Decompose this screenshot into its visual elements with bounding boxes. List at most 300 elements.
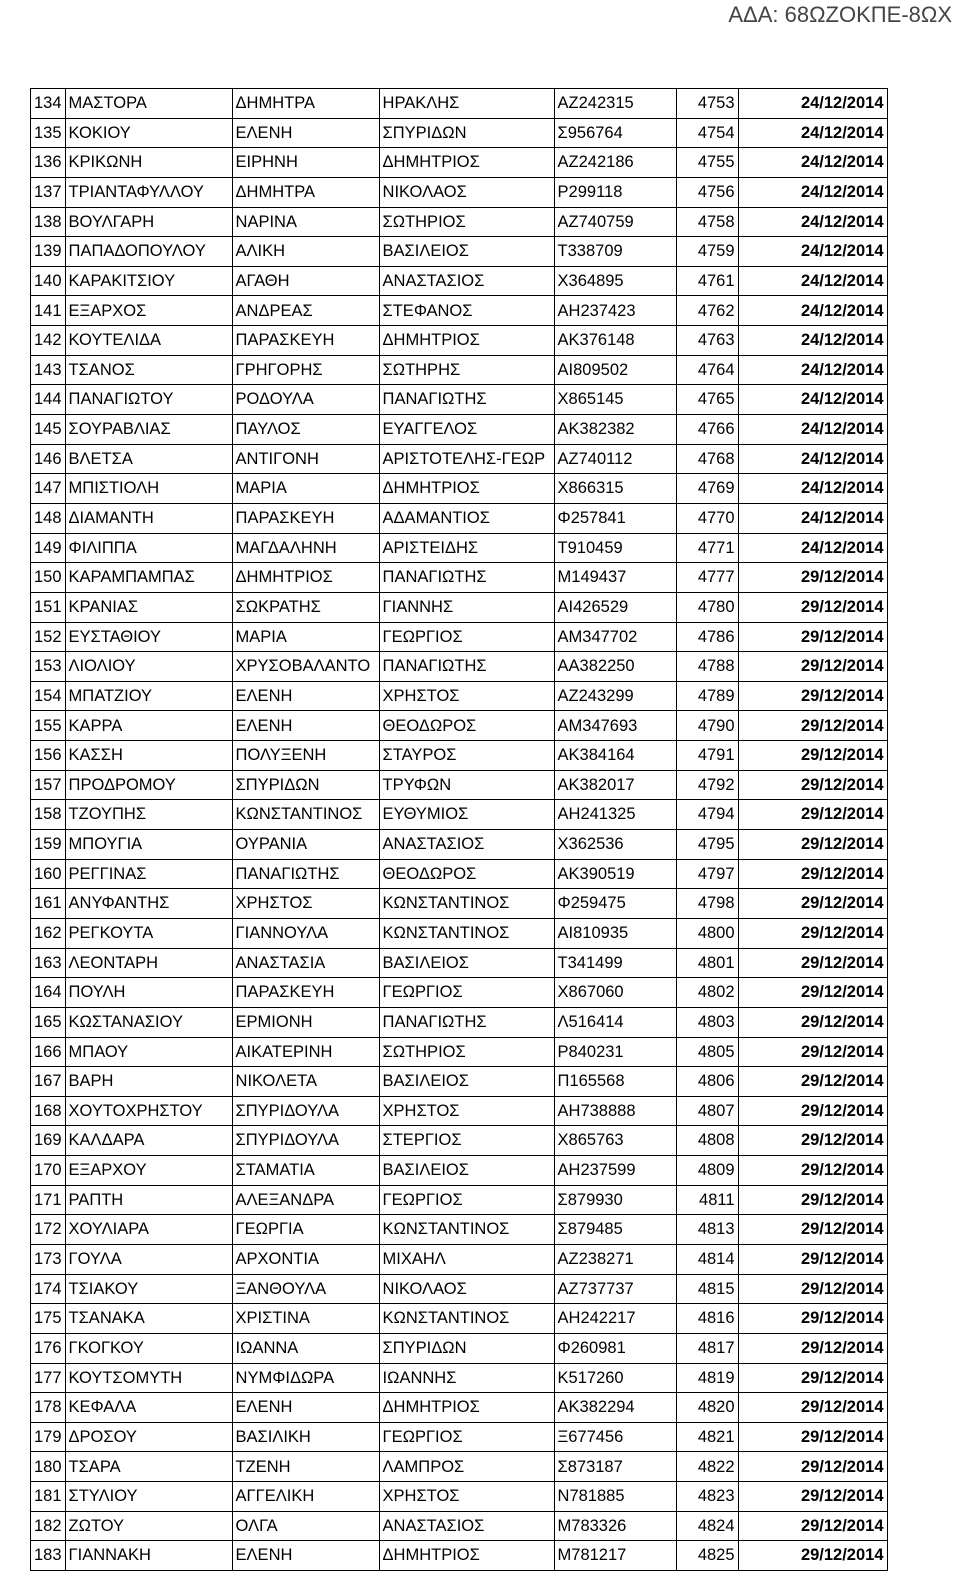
row-number-cell: 145	[31, 415, 66, 445]
date-cell: 29/12/2014	[738, 563, 887, 593]
table-row	[31, 296, 888, 326]
surname-cell: ΠΡΟΔΡΟΜΟΥ	[65, 770, 232, 800]
id-number-cell: ΑΜ347702	[554, 622, 676, 652]
id-number-cell: ΑΗ738888	[554, 1096, 676, 1126]
father-name-cell: ΔΗΜΗΤΡΙΟΣ	[379, 1541, 554, 1571]
date-cell: 29/12/2014	[738, 889, 887, 919]
father-name-cell: ΓΙΑΝΝΗΣ	[379, 592, 554, 622]
surname-cell: ΣΤΥΛΙΟΥ	[65, 1482, 232, 1512]
table-row	[31, 89, 888, 119]
first-name-cell: ΔΗΜΗΤΡΑ	[232, 89, 379, 119]
protocol-number-cell: 4797	[676, 859, 738, 889]
surname-cell: ΓΚΟΓΚΟΥ	[65, 1333, 232, 1363]
first-name-cell: ΑΙΚΑΤΕΡΙΝΗ	[232, 1037, 379, 1067]
date-cell: 29/12/2014	[738, 859, 887, 889]
surname-cell: ΚΡΙΚΩΝΗ	[65, 148, 232, 178]
date-cell: 29/12/2014	[738, 1067, 887, 1097]
id-number-cell: ΑΙ810935	[554, 918, 676, 948]
first-name-cell: ΑΛΙΚΗ	[232, 237, 379, 267]
surname-cell: ΕΞΑΡΧΟΥ	[65, 1156, 232, 1186]
father-name-cell: ΒΑΣΙΛΕΙΟΣ	[379, 1156, 554, 1186]
row-number-cell: 135	[31, 118, 66, 148]
surname-cell: ΚΡΑΝΙΑΣ	[65, 592, 232, 622]
table-row	[31, 148, 888, 178]
date-cell: 24/12/2014	[738, 385, 887, 415]
table-row	[31, 592, 888, 622]
table-row	[31, 681, 888, 711]
father-name-cell: ΔΗΜΗΤΡΙΟΣ	[379, 148, 554, 178]
surname-cell: ΚΑΡΑΚΙΤΣΙΟΥ	[65, 266, 232, 296]
protocol-number-cell: 4758	[676, 207, 738, 237]
table-row	[31, 474, 888, 504]
father-name-cell: ΙΩΑΝΝΗΣ	[379, 1363, 554, 1393]
id-number-cell: Φ257841	[554, 503, 676, 533]
date-cell: 24/12/2014	[738, 89, 887, 119]
table-row	[31, 326, 888, 356]
protocol-number-cell: 4754	[676, 118, 738, 148]
row-number-cell: 148	[31, 503, 66, 533]
id-number-cell: ΑΖ242186	[554, 148, 676, 178]
row-number-cell: 153	[31, 652, 66, 682]
date-cell: 29/12/2014	[738, 800, 887, 830]
surname-cell: ΤΡΙΑΝΤΑΦΥΛΛΟΥ	[65, 177, 232, 207]
first-name-cell: ΤΖΕΝΗ	[232, 1452, 379, 1482]
row-number-cell: 163	[31, 948, 66, 978]
table-row	[31, 800, 888, 830]
id-number-cell: Σ879485	[554, 1215, 676, 1245]
surname-cell: ΚΑΡΑΜΠΑΜΠΑΣ	[65, 563, 232, 593]
date-cell: 29/12/2014	[738, 1511, 887, 1541]
father-name-cell: ΑΡΙΣΤΕΙΔΗΣ	[379, 533, 554, 563]
first-name-cell: ΜΑΡΙΑ	[232, 474, 379, 504]
father-name-cell: ΤΡΥΦΩΝ	[379, 770, 554, 800]
surname-cell: ΜΑΣΤΟΡΑ	[65, 89, 232, 119]
id-number-cell: Φ259475	[554, 889, 676, 919]
first-name-cell: ΕΛΕΝΗ	[232, 711, 379, 741]
table-row	[31, 741, 888, 771]
id-number-cell: Ρ299118	[554, 177, 676, 207]
father-name-cell: ΠΑΝΑΓΙΩΤΗΣ	[379, 563, 554, 593]
table-row	[31, 355, 888, 385]
father-name-cell: ΝΙΚΟΛΑΟΣ	[379, 1274, 554, 1304]
date-cell: 29/12/2014	[738, 948, 887, 978]
father-name-cell: ΓΕΩΡΓΙΟΣ	[379, 1185, 554, 1215]
id-number-cell: ΑΙ426529	[554, 592, 676, 622]
id-number-cell: Χ865145	[554, 385, 676, 415]
first-name-cell: ΠΑΡΑΣΚΕΥΗ	[232, 978, 379, 1008]
table-row	[31, 563, 888, 593]
id-number-cell: Σ956764	[554, 118, 676, 148]
id-number-cell: ΑΗ241325	[554, 800, 676, 830]
table-row	[31, 1511, 888, 1541]
date-cell: 29/12/2014	[738, 1215, 887, 1245]
date-cell: 29/12/2014	[738, 1363, 887, 1393]
father-name-cell: ΓΕΩΡΓΙΟΣ	[379, 1422, 554, 1452]
surname-cell: ΤΣΙΑΚΟΥ	[65, 1274, 232, 1304]
first-name-cell: ΒΑΣΙΛΙΚΗ	[232, 1422, 379, 1452]
row-number-cell: 175	[31, 1304, 66, 1334]
surname-cell: ΓΙΑΝΝΑΚΗ	[65, 1541, 232, 1571]
registry-table	[30, 88, 888, 1571]
surname-cell: ΡΑΠΤΗ	[65, 1185, 232, 1215]
surname-cell: ΕΞΑΡΧΟΣ	[65, 296, 232, 326]
row-number-cell: 166	[31, 1037, 66, 1067]
date-cell: 29/12/2014	[738, 770, 887, 800]
father-name-cell: ΔΗΜΗΤΡΙΟΣ	[379, 474, 554, 504]
protocol-number-cell: 4753	[676, 89, 738, 119]
protocol-number-cell: 4821	[676, 1422, 738, 1452]
row-number-cell: 165	[31, 1007, 66, 1037]
father-name-cell: ΚΩΝΣΤΑΝΤΙΝΟΣ	[379, 1215, 554, 1245]
surname-cell: ΖΩΤΟΥ	[65, 1511, 232, 1541]
date-cell: 24/12/2014	[738, 415, 887, 445]
table-row	[31, 1185, 888, 1215]
protocol-number-cell: 4756	[676, 177, 738, 207]
id-number-cell: ΑΙ809502	[554, 355, 676, 385]
table-row	[31, 1452, 888, 1482]
id-number-cell: ΑΚ390519	[554, 859, 676, 889]
first-name-cell: ΑΓΑΘΗ	[232, 266, 379, 296]
id-number-cell: Λ516414	[554, 1007, 676, 1037]
first-name-cell: ΓΕΩΡΓΙΑ	[232, 1215, 379, 1245]
row-number-cell: 173	[31, 1244, 66, 1274]
father-name-cell: ΣΤΕΡΓΙΟΣ	[379, 1126, 554, 1156]
father-name-cell: ΠΑΝΑΓΙΩΤΗΣ	[379, 652, 554, 682]
protocol-number-cell: 4780	[676, 592, 738, 622]
first-name-cell: ΜΑΓΔΑΛΗΝΗ	[232, 533, 379, 563]
first-name-cell: ΑΝΑΣΤΑΣΙΑ	[232, 948, 379, 978]
protocol-number-cell: 4788	[676, 652, 738, 682]
date-cell: 29/12/2014	[738, 1274, 887, 1304]
id-number-cell: ΑΖ740759	[554, 207, 676, 237]
row-number-cell: 158	[31, 800, 66, 830]
protocol-number-cell: 4770	[676, 503, 738, 533]
protocol-number-cell: 4824	[676, 1511, 738, 1541]
row-number-cell: 170	[31, 1156, 66, 1186]
first-name-cell: ΟΥΡΑΝΙΑ	[232, 830, 379, 860]
protocol-number-cell: 4765	[676, 385, 738, 415]
surname-cell: ΚΩΣΤΑΝΑΣΙΟΥ	[65, 1007, 232, 1037]
row-number-cell: 181	[31, 1482, 66, 1512]
first-name-cell: ΟΛΓΑ	[232, 1511, 379, 1541]
row-number-cell: 160	[31, 859, 66, 889]
surname-cell: ΤΖΟΥΠΗΣ	[65, 800, 232, 830]
protocol-number-cell: 4808	[676, 1126, 738, 1156]
table-row	[31, 918, 888, 948]
father-name-cell: ΣΩΤΗΡΙΟΣ	[379, 207, 554, 237]
first-name-cell: ΠΑΡΑΣΚΕΥΗ	[232, 326, 379, 356]
father-name-cell: ΓΕΩΡΓΙΟΣ	[379, 622, 554, 652]
table-row	[31, 1422, 888, 1452]
date-cell: 29/12/2014	[738, 652, 887, 682]
surname-cell: ΡΕΓΚΟΥΤΑ	[65, 918, 232, 948]
father-name-cell: ΘΕΟΔΩΡΟΣ	[379, 711, 554, 741]
first-name-cell: ΧΡΙΣΤΙΝΑ	[232, 1304, 379, 1334]
surname-cell: ΦΙΛΙΠΠΑ	[65, 533, 232, 563]
father-name-cell: ΒΑΣΙΛΕΙΟΣ	[379, 1067, 554, 1097]
father-name-cell: ΗΡΑΚΛΗΣ	[379, 89, 554, 119]
father-name-cell: ΔΗΜΗΤΡΙΟΣ	[379, 1393, 554, 1423]
id-number-cell: Σ879930	[554, 1185, 676, 1215]
date-cell: 24/12/2014	[738, 326, 887, 356]
protocol-number-cell: 4761	[676, 266, 738, 296]
id-number-cell: ΑΖ737737	[554, 1274, 676, 1304]
protocol-number-cell: 4762	[676, 296, 738, 326]
id-number-cell: ΑΖ243299	[554, 681, 676, 711]
protocol-number-cell: 4798	[676, 889, 738, 919]
protocol-number-cell: 4815	[676, 1274, 738, 1304]
row-number-cell: 156	[31, 741, 66, 771]
surname-cell: ΜΠΑΟΥ	[65, 1037, 232, 1067]
protocol-number-cell: 4769	[676, 474, 738, 504]
date-cell: 29/12/2014	[738, 1126, 887, 1156]
row-number-cell: 139	[31, 237, 66, 267]
first-name-cell: ΡΟΔΟΥΛΑ	[232, 385, 379, 415]
surname-cell: ΠΑΠΑΔΟΠΟΥΛΟΥ	[65, 237, 232, 267]
table-row	[31, 859, 888, 889]
id-number-cell: ΑΗ242217	[554, 1304, 676, 1334]
protocol-number-cell: 4806	[676, 1067, 738, 1097]
surname-cell: ΜΠΟΥΓΙΑ	[65, 830, 232, 860]
first-name-cell: ΑΡΧΟΝΤΙΑ	[232, 1244, 379, 1274]
first-name-cell: ΕΛΕΝΗ	[232, 681, 379, 711]
table-row	[31, 1333, 888, 1363]
table-row	[31, 266, 888, 296]
father-name-cell: ΛΑΜΠΡΟΣ	[379, 1452, 554, 1482]
first-name-cell: ΕΛΕΝΗ	[232, 1393, 379, 1423]
table-row	[31, 978, 888, 1008]
protocol-number-cell: 4817	[676, 1333, 738, 1363]
father-name-cell: ΚΩΝΣΤΑΝΤΙΝΟΣ	[379, 918, 554, 948]
surname-cell: ΔΡΟΣΟΥ	[65, 1422, 232, 1452]
surname-cell: ΧΟΥΛΙΑΡΑ	[65, 1215, 232, 1245]
surname-cell: ΜΠΑΤΖΙΟΥ	[65, 681, 232, 711]
first-name-cell: ΣΩΚΡΑΤΗΣ	[232, 592, 379, 622]
id-number-cell: Ν781885	[554, 1482, 676, 1512]
father-name-cell: ΧΡΗΣΤΟΣ	[379, 1096, 554, 1126]
table-row	[31, 118, 888, 148]
date-cell: 29/12/2014	[738, 1333, 887, 1363]
protocol-number-cell: 4792	[676, 770, 738, 800]
table-row	[31, 177, 888, 207]
date-cell: 29/12/2014	[738, 1393, 887, 1423]
row-number-cell: 151	[31, 592, 66, 622]
father-name-cell: ΣΩΤΗΡΗΣ	[379, 355, 554, 385]
id-number-cell: ΑΚ382382	[554, 415, 676, 445]
row-number-cell: 180	[31, 1452, 66, 1482]
father-name-cell: ΠΑΝΑΓΙΩΤΗΣ	[379, 1007, 554, 1037]
first-name-cell: ΠΑΥΛΟΣ	[232, 415, 379, 445]
date-cell: 29/12/2014	[738, 1007, 887, 1037]
row-number-cell: 178	[31, 1393, 66, 1423]
id-number-cell: Μ149437	[554, 563, 676, 593]
row-number-cell: 155	[31, 711, 66, 741]
father-name-cell: ΝΙΚΟΛΑΟΣ	[379, 177, 554, 207]
surname-cell: ΜΠΙΣΤΙΟΛΗ	[65, 474, 232, 504]
row-number-cell: 154	[31, 681, 66, 711]
row-number-cell: 159	[31, 830, 66, 860]
protocol-number-cell: 4811	[676, 1185, 738, 1215]
table-row	[31, 444, 888, 474]
father-name-cell: ΣΤΑΥΡΟΣ	[379, 741, 554, 771]
surname-cell: ΔΙΑΜΑΝΤΗ	[65, 503, 232, 533]
table-row	[31, 415, 888, 445]
row-number-cell: 168	[31, 1096, 66, 1126]
id-number-cell: ΑΗ237599	[554, 1156, 676, 1186]
table-row	[31, 1274, 888, 1304]
id-number-cell: ΑΖ238271	[554, 1244, 676, 1274]
row-number-cell: 134	[31, 89, 66, 119]
protocol-number-cell: 4800	[676, 918, 738, 948]
protocol-number-cell: 4795	[676, 830, 738, 860]
id-number-cell: Χ865763	[554, 1126, 676, 1156]
date-cell: 29/12/2014	[738, 1452, 887, 1482]
father-name-cell: ΚΩΝΣΤΑΝΤΙΝΟΣ	[379, 889, 554, 919]
row-number-cell: 172	[31, 1215, 66, 1245]
surname-cell: ΚΑΛΔΑΡΑ	[65, 1126, 232, 1156]
id-number-cell: Χ867060	[554, 978, 676, 1008]
ada-code: ΑΔΑ: 68ΩΖΟΚΠΕ-8ΩΧ	[728, 2, 952, 27]
row-number-cell: 167	[31, 1067, 66, 1097]
father-name-cell: ΣΠΥΡΙΔΩΝ	[379, 118, 554, 148]
father-name-cell: ΚΩΝΣΤΑΝΤΙΝΟΣ	[379, 1304, 554, 1334]
id-number-cell: Χ364895	[554, 266, 676, 296]
father-name-cell: ΑΝΑΣΤΑΣΙΟΣ	[379, 830, 554, 860]
table-row	[31, 1541, 888, 1571]
protocol-number-cell: 4777	[676, 563, 738, 593]
date-cell: 29/12/2014	[738, 592, 887, 622]
father-name-cell: ΣΠΥΡΙΔΩΝ	[379, 1333, 554, 1363]
father-name-cell: ΕΥΑΓΓΕΛΟΣ	[379, 415, 554, 445]
date-cell: 24/12/2014	[738, 474, 887, 504]
row-number-cell: 171	[31, 1185, 66, 1215]
father-name-cell: ΣΩΤΗΡΙΟΣ	[379, 1037, 554, 1067]
row-number-cell: 152	[31, 622, 66, 652]
father-name-cell: ΧΡΗΣΤΟΣ	[379, 681, 554, 711]
father-name-cell: ΑΝΑΣΤΑΣΙΟΣ	[379, 266, 554, 296]
id-number-cell: Ρ840231	[554, 1037, 676, 1067]
row-number-cell: 182	[31, 1511, 66, 1541]
row-number-cell: 144	[31, 385, 66, 415]
id-number-cell: ΑΚ384164	[554, 741, 676, 771]
protocol-number-cell: 4825	[676, 1541, 738, 1571]
row-number-cell: 149	[31, 533, 66, 563]
row-number-cell: 150	[31, 563, 66, 593]
id-number-cell: ΑΖ242315	[554, 89, 676, 119]
surname-cell: ΚΟΥΤΕΛΙΔΑ	[65, 326, 232, 356]
table-row	[31, 652, 888, 682]
first-name-cell: ΣΠΥΡΙΔΟΥΛΑ	[232, 1126, 379, 1156]
date-cell: 29/12/2014	[738, 1422, 887, 1452]
surname-cell: ΛΙΟΛΙΟΥ	[65, 652, 232, 682]
protocol-number-cell: 4805	[676, 1037, 738, 1067]
row-number-cell: 176	[31, 1333, 66, 1363]
id-number-cell: Χ362536	[554, 830, 676, 860]
first-name-cell: ΜΑΡΙΑ	[232, 622, 379, 652]
id-number-cell: Χ866315	[554, 474, 676, 504]
table-row	[31, 1037, 888, 1067]
first-name-cell: ΞΑΝΘΟΥΛΑ	[232, 1274, 379, 1304]
table-row	[31, 1393, 888, 1423]
row-number-cell: 146	[31, 444, 66, 474]
protocol-number-cell: 4803	[676, 1007, 738, 1037]
surname-cell: ΤΣΑΝΑΚΑ	[65, 1304, 232, 1334]
date-cell: 24/12/2014	[738, 207, 887, 237]
surname-cell: ΚΟΚΙΟΥ	[65, 118, 232, 148]
id-number-cell: ΑΑ382250	[554, 652, 676, 682]
surname-cell: ΧΟΥΤΟΧΡΗΣΤΟΥ	[65, 1096, 232, 1126]
id-number-cell: Μ781217	[554, 1541, 676, 1571]
row-number-cell: 174	[31, 1274, 66, 1304]
date-cell: 29/12/2014	[738, 1482, 887, 1512]
father-name-cell: ΜΙΧΑΗΛ	[379, 1244, 554, 1274]
date-cell: 29/12/2014	[738, 681, 887, 711]
date-cell: 29/12/2014	[738, 830, 887, 860]
surname-cell: ΠΟΥΛΗ	[65, 978, 232, 1008]
id-number-cell: ΑΚ382294	[554, 1393, 676, 1423]
table-row	[31, 1244, 888, 1274]
row-number-cell: 147	[31, 474, 66, 504]
surname-cell: ΓΟΥΛΑ	[65, 1244, 232, 1274]
father-name-cell: ΑΔΑΜΑΝΤΙΟΣ	[379, 503, 554, 533]
date-cell: 29/12/2014	[738, 1185, 887, 1215]
surname-cell: ΠΑΝΑΓΙΩΤΟΥ	[65, 385, 232, 415]
date-cell: 24/12/2014	[738, 177, 887, 207]
table-row	[31, 1156, 888, 1186]
date-cell: 24/12/2014	[738, 503, 887, 533]
row-number-cell: 143	[31, 355, 66, 385]
surname-cell: ΚΑΡΡΑ	[65, 711, 232, 741]
father-name-cell: ΧΡΗΣΤΟΣ	[379, 1482, 554, 1512]
row-number-cell: 164	[31, 978, 66, 1008]
protocol-number-cell: 4807	[676, 1096, 738, 1126]
father-name-cell: ΑΝΑΣΤΑΣΙΟΣ	[379, 1511, 554, 1541]
first-name-cell: ΑΝΔΡΕΑΣ	[232, 296, 379, 326]
table-row	[31, 1126, 888, 1156]
row-number-cell: 179	[31, 1422, 66, 1452]
row-number-cell: 140	[31, 266, 66, 296]
first-name-cell: ΠΑΡΑΣΚΕΥΗ	[232, 503, 379, 533]
father-name-cell: ΔΗΜΗΤΡΙΟΣ	[379, 326, 554, 356]
row-number-cell: 157	[31, 770, 66, 800]
table-row	[31, 711, 888, 741]
father-name-cell: ΣΤΕΦΑΝΟΣ	[379, 296, 554, 326]
first-name-cell: ΓΡΗΓΟΡΗΣ	[232, 355, 379, 385]
father-name-cell: ΕΥΘΥΜΙΟΣ	[379, 800, 554, 830]
surname-cell: ΚΑΣΣΗ	[65, 741, 232, 771]
first-name-cell: ΣΤΑΜΑΤΙΑ	[232, 1156, 379, 1186]
protocol-number-cell: 4786	[676, 622, 738, 652]
date-cell: 29/12/2014	[738, 711, 887, 741]
date-cell: 24/12/2014	[738, 296, 887, 326]
id-number-cell: ΑΖ740112	[554, 444, 676, 474]
first-name-cell: ΑΝΤΙΓΟΝΗ	[232, 444, 379, 474]
surname-cell: ΕΥΣΤΑΘΙΟΥ	[65, 622, 232, 652]
first-name-cell: ΕΛΕΝΗ	[232, 1541, 379, 1571]
table-row	[31, 1096, 888, 1126]
id-number-cell: Μ783326	[554, 1511, 676, 1541]
row-number-cell: 161	[31, 889, 66, 919]
id-number-cell: ΑΗ237423	[554, 296, 676, 326]
surname-cell: ΒΛΕΤΣΑ	[65, 444, 232, 474]
table-row	[31, 385, 888, 415]
protocol-number-cell: 4763	[676, 326, 738, 356]
date-cell: 29/12/2014	[738, 1244, 887, 1274]
first-name-cell: ΓΙΑΝΝΟΥΛΑ	[232, 918, 379, 948]
row-number-cell: 177	[31, 1363, 66, 1393]
surname-cell: ΛΕΟΝΤΑΡΗ	[65, 948, 232, 978]
surname-cell: ΣΟΥΡΑΒΛΙΑΣ	[65, 415, 232, 445]
